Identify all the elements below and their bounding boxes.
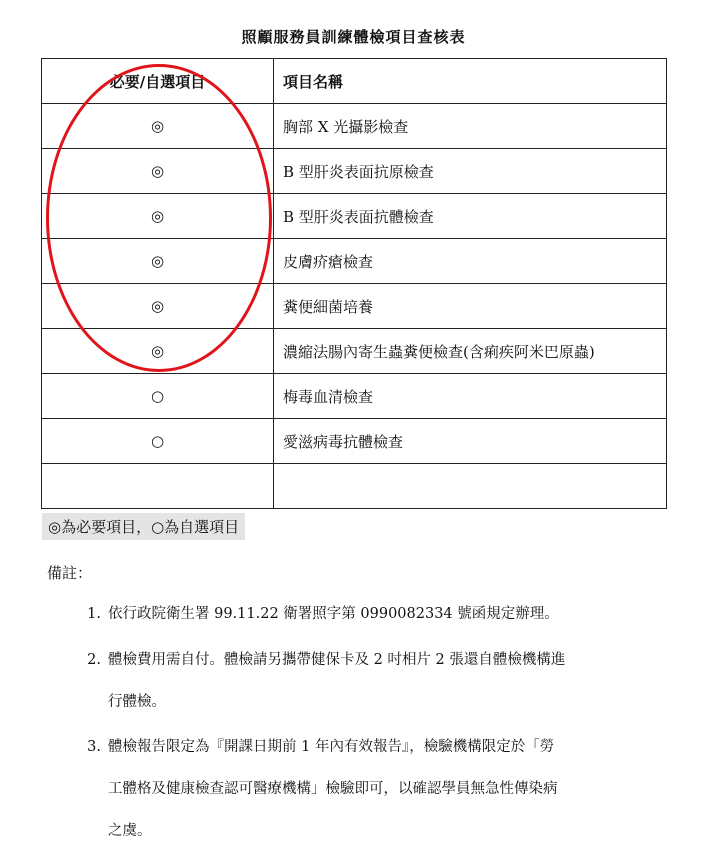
note-line: 體檢報告限定為『開課日期前 1 年內有效報告』，檢驗機構限定於「勞 xyxy=(108,739,555,755)
item-name: 皮膚疥瘡檢查 xyxy=(274,239,667,284)
note-number: 1. xyxy=(87,606,101,622)
requirement-mark: ◎ xyxy=(42,194,274,239)
note-3 xyxy=(87,726,558,852)
header-required-optional: 必要/自選項目 xyxy=(42,59,274,104)
item-name: B 型肝炎表面抗原檢查 xyxy=(274,149,667,194)
item-name: B 型肝炎表面抗體檢查 xyxy=(274,194,667,239)
note-line: 體檢費用需自付。體檢請另攜帶健保卡及 2 吋相片 2 張還自體檢機構進 xyxy=(108,652,566,668)
legend-note: ◎為必要項目，○為自選項目 xyxy=(42,513,245,540)
item-name: 胸部 X 光攝影檢查 xyxy=(274,104,667,149)
note-line: 行體檢。 xyxy=(108,694,166,710)
table-row xyxy=(42,284,667,329)
table-row xyxy=(42,419,667,464)
note-1 xyxy=(87,593,559,635)
table-row-empty xyxy=(42,464,667,509)
table-row xyxy=(42,104,667,149)
requirement-mark: ◎ xyxy=(42,149,274,194)
page-title: 照顧服務員訓練體檢項目查核表 xyxy=(241,28,466,46)
note-line: 之虞。 xyxy=(108,823,152,839)
requirement-mark: ○ xyxy=(42,419,274,464)
table-row xyxy=(42,149,667,194)
note-line: 工體格及健康檢查認可醫療機構」檢驗即可，以確認學員無急性傳染病 xyxy=(108,781,558,797)
requirement-mark: ◎ xyxy=(42,284,274,329)
item-name: 愛滋病毒抗體檢查 xyxy=(274,419,667,464)
requirement-mark: ○ xyxy=(42,374,274,419)
table-row xyxy=(42,374,667,419)
note-number: 2. xyxy=(87,652,101,668)
note-line: 依行政院衛生署 99.11.22 衛署照字第 0990082334 號函規定辦理。 xyxy=(108,606,559,622)
item-name xyxy=(274,464,667,509)
item-name: 糞便細菌培養 xyxy=(274,284,667,329)
checklist-table xyxy=(41,58,667,509)
item-name: 梅毒血清檢查 xyxy=(274,374,667,419)
table-row xyxy=(42,239,667,284)
table-row xyxy=(42,329,667,374)
requirement-mark xyxy=(42,464,274,509)
note-number: 3. xyxy=(87,739,101,755)
requirement-mark: ◎ xyxy=(42,329,274,374)
table-row xyxy=(42,194,667,239)
note-2 xyxy=(87,639,566,723)
table-header-row xyxy=(42,59,667,104)
header-item-name: 項目名稱 xyxy=(274,59,667,104)
notes-heading: 備註： xyxy=(47,564,93,582)
requirement-mark: ◎ xyxy=(42,104,274,149)
requirement-mark: ◎ xyxy=(42,239,274,284)
item-name: 濃縮法腸內寄生蟲糞便檢查(含痢疾阿米巴原蟲) xyxy=(274,329,667,374)
